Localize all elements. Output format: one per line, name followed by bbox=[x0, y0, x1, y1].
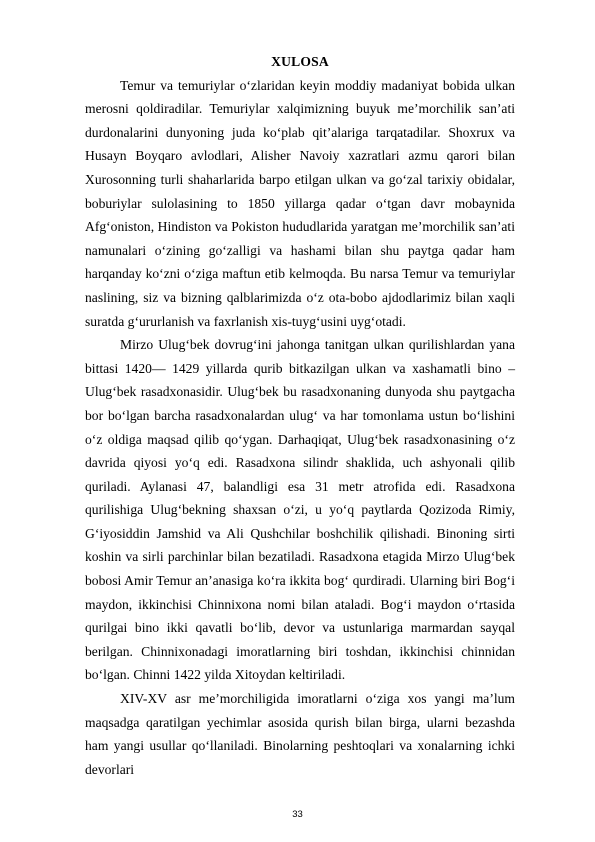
page-number: 33 bbox=[292, 809, 303, 820]
paragraph-xiv-xv-asr-memorchiligi: XIV-XV asr me’morchiligida imoratlarni o‘ziga xos yangi ma’lum maqsadga qaratilgan yechimlar asosida qurish bilan birga, ularni bezashda ham yangi usullar qo‘llaniladi. Binolarning peshtoqlari va xonalarning ichki devorlari bbox=[85, 691, 515, 777]
paragraph-ulugbek-rasadxonasi: Mirzo Ulug‘bek dovrug‘ini jahonga tanitgan ulkan qurilishlardan yana bittasi 1420— 1429 yillarda qurib bitkazilgan ulkan va xashamatli bino – Ulug‘bek rasadxonasidir. Ulug‘bek bu rasadxonaning dunyoda shu paytgacha bor bo‘lgan barcha rasadxonalardan ulug‘ va har tomonlama ustun bo‘lishini o‘z oldiga maqsad qilib qo‘ygan. Darhaqiqat, Ulug‘bek rasadxonasining o‘z davrida qiyosi yo‘q edi. Rasadxona silindr shaklida, uch ashyonali qilib quriladi. Aylanasi 47, balandligi esa 31 metr atrofida edi. Rasadxona qurilishiga Ulug‘bekning shaxsan o‘zi, u yo‘q paytlarda Qozizoda Rimiy, G‘iyosiddin Jamshid va Ali Qushchilar boshchilik qilishadi. Binoning sirti koshin va sirli parchinlar bilan bezatiladi. Rasadxona etagida Mirzo Ulug‘bek bobosi Amir Temur an’anasiga ko‘ra ikkita bog‘ qurdiradi. Ularning biri Bog‘i maydon, ikkinchisi Chinnixona nomi bilan ataladi. Bog‘i maydon o‘rtasida qurilgai bino ikki qavatli bo‘lib, devor va ustunlariga marmardan sayqal berilgan. Chinnixonadagi imoratlarning biri toshdan, ikkinchisi chinnidan bo‘lgan. Chinni 1422 yilda Xitoydan keltiriladi. bbox=[85, 337, 515, 683]
page-content bbox=[85, 50, 515, 781]
paragraph-temuriylar-merosi: Temur va temuriylar o‘zlaridan keyin moddiy madaniyat bobida ulkan merosni qoldiradilar. Temuriylar xalqimizning buyuk me’morchilik san’ati durdonalarini dunyoning juda ko‘plab qit’alariga tarqatadilar. Shoxrux va Husayn Boyqaro avlodlari, Alisher Navoiy xazratlari azmu qarori bilan Xurosonning turli shaharlarida barpo etilgan ulkan va go‘zal tarixiy obidalar, boburiylar sulolasining to 1850 yillarga qadar o‘tgan davr mobaynida Afg‘oniston, Hindiston va Pokiston hududlarida yaratgan me’morchilik san’ati namunalari o‘zining go‘zalligi va hashami bilan shu paytga qadar ham harqanday ko‘zni o‘ziga maftun etib kelmoqda. Bu narsa Temur va temuriylar naslining, siz va bizning qalblarimizda o‘z ota-bobo ajdodlarimiz bilan xaqli suratda g‘ururlanish va faxrlanish xis-tuyg‘usini uyg‘otadi. bbox=[85, 77, 515, 329]
page-title: XULOSA bbox=[271, 54, 329, 69]
